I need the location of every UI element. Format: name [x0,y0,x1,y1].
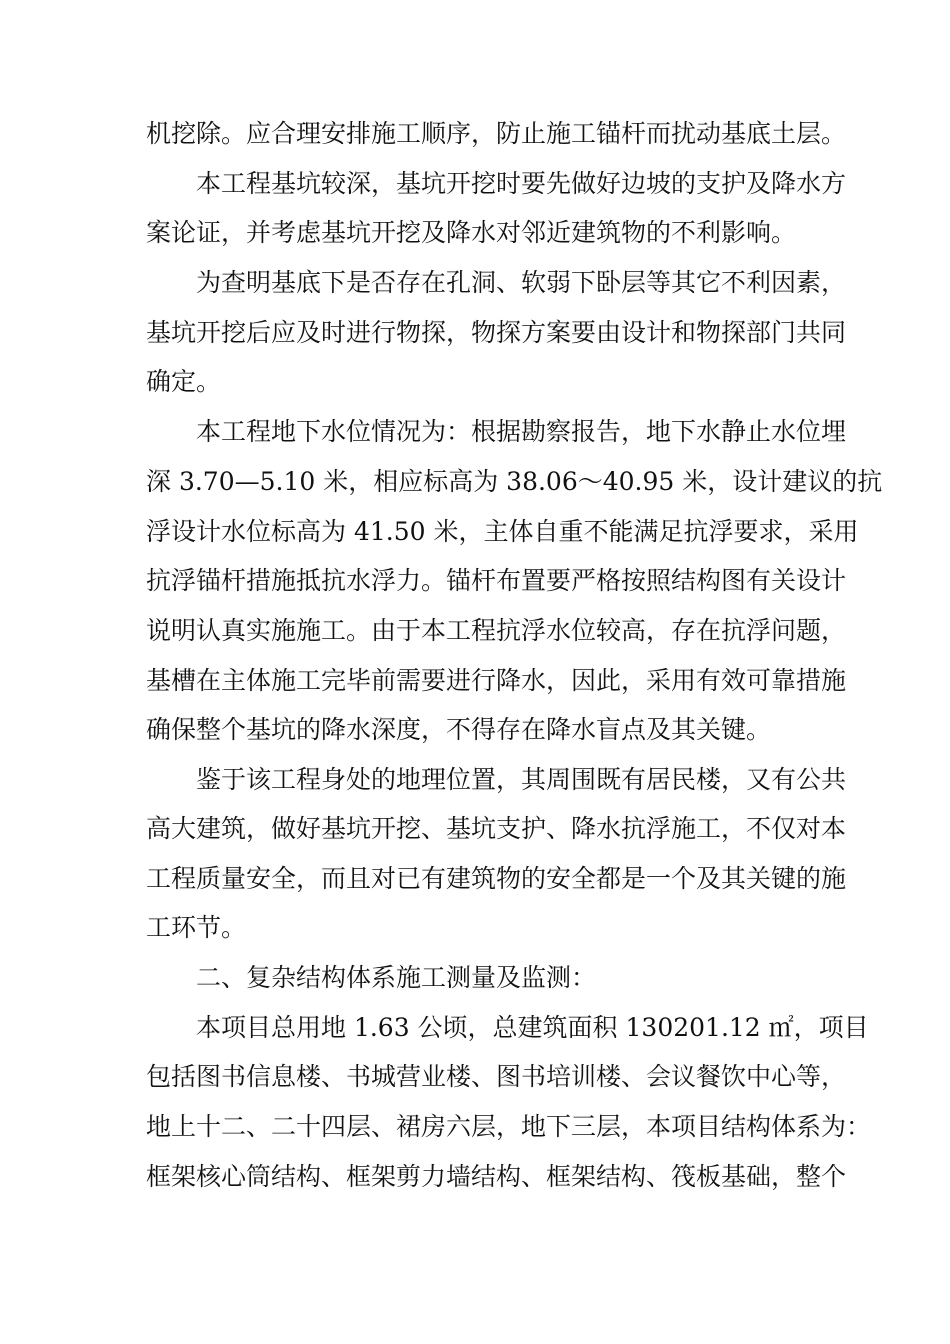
text-line-14: 鉴于该工程身处的地理位置，其周围既有居民楼，又有公共 [196,765,847,794]
text-line-16: 工程质量安全，而且对已有建筑物的安全都是一个及其关键的施 [146,864,847,893]
text-line-7: 本工程地下水位情况为：根据勘察报告，地下水静止水位埋 [196,417,847,446]
text-line-15: 高大建筑，做好基坑开挖、基坑支护、降水抗浮施工，不仅对本 [146,814,847,843]
text-line-21: 地上十二、二十四层、裙房六层，地下三层，本项目结构体系为： [146,1112,872,1141]
text-line-20: 包括图书信息楼、书城营业楼、图书培训楼、会议餐饮中心等， [146,1062,847,1091]
text-line-5: 基坑开挖后应及时进行物探，物探方案要由设计和物探部门共同 [146,318,847,347]
text-line-1: 机挖除。应合理安排施工顺序，防止施工锚杆而扰动基底土层。 [146,119,847,148]
section-heading: 二、复杂结构体系施工测量及监测： [196,963,597,992]
text-line-11: 说明认真实施施工。由于本工程抗浮水位较高，存在抗浮问题， [146,616,847,645]
text-line-19: 本项目总用地 1.63 公顷，总建筑面积 130201.12 ㎡，项目 [196,1013,869,1042]
text-line-12: 基槽在主体施工完毕前需要进行降水，因此，采用有效可靠措施 [146,666,847,695]
text-line-4: 为查明基底下是否存在孔洞、软弱下卧层等其它不利因素， [196,268,847,297]
text-line-10: 抗浮锚杆措施抵抗水浮力。锚杆布置要严格按照结构图有关设计 [146,566,847,595]
text-line-2: 本工程基坑较深，基坑开挖时要先做好边坡的支护及降水方 [196,169,847,198]
text-line-17: 工环节。 [146,913,247,942]
text-line-3: 案论证，并考虑基坑开挖及降水对邻近建筑物的不利影响。 [146,218,797,247]
text-line-6: 确定。 [146,367,222,396]
text-line-8: 深 3.70—5.10 米，相应标高为 38.06～40.95 米，设计建议的抗 [146,467,883,496]
text-line-22: 框架核心筒结构、框架剪力墙结构、框架结构、筏板基础，整个 [146,1162,847,1191]
text-line-13: 确保整个基坑的降水深度，不得存在降水盲点及其关键。 [146,715,772,744]
text-line-9: 浮设计水位标高为 41.50 米，主体自重不能满足抗浮要求，采用 [146,517,859,546]
